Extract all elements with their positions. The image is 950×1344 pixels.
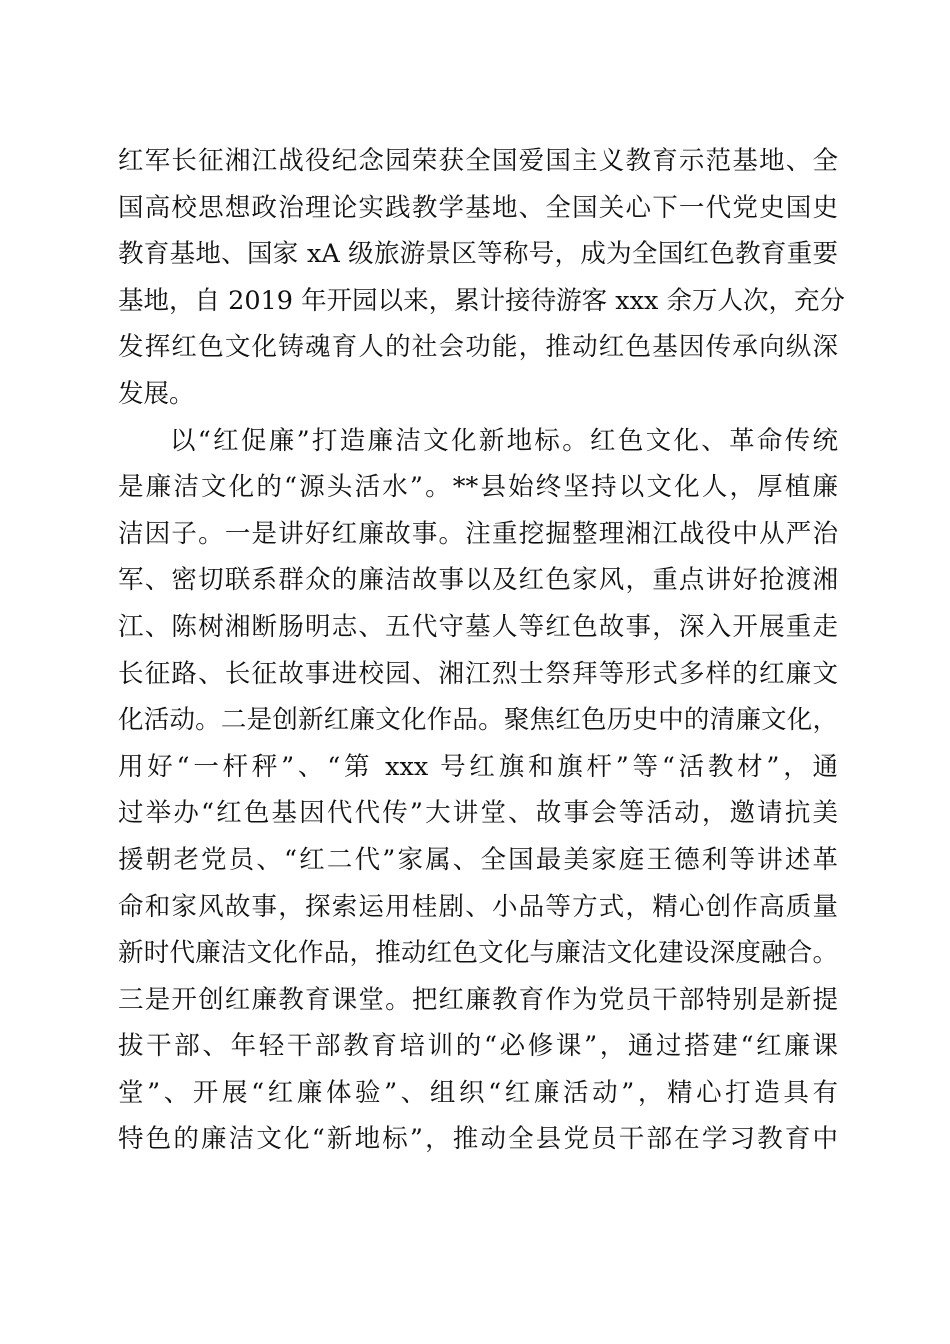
text-line: 用好“一杆秤”、“第 xxx 号红旗和旗杆”等“活教材”，通 xyxy=(118,751,838,782)
text-line: 特色的廉洁文化“新地标”，推动全县党员干部在学习教育中 xyxy=(118,1124,838,1155)
paragraph-2 xyxy=(118,418,838,1164)
text-line: 教育基地、国家 xA 级旅游景区等称号，成为全国红色教育重要 xyxy=(118,239,838,270)
text-line: 基地，自 2019 年开园以来，累计接待游客 xxx 余万人次，充分 xyxy=(118,285,845,316)
text-line: 新时代廉洁文化作品，推动红色文化与廉洁文化建设深度融合。 xyxy=(118,938,838,969)
text-line: 国高校思想政治理论实践教学基地、全国关心下一代党史国史 xyxy=(118,192,838,223)
text-line: 发展。 xyxy=(118,378,195,409)
text-line: 以“红促廉”打造廉洁文化新地标。红色文化、革命传统 xyxy=(170,425,838,456)
text-line: 化活动。二是创新红廉文化作品。聚焦红色历史中的清廉文化， xyxy=(118,705,838,736)
text-line: 是廉洁文化的“源头活水”。**县始终坚持以文化人，厚植廉 xyxy=(118,472,838,503)
text-line: 拔干部、年轻干部教育培训的“必修课”，通过搭建“红廉课 xyxy=(118,1031,838,1062)
text-line: 洁因子。一是讲好红廉故事。注重挖掘整理湘江战役中从严治 xyxy=(118,518,838,549)
text-line: 发挥红色文化铸魂育人的社会功能，推动红色基因传承向纵深 xyxy=(118,332,838,363)
text-line: 命和家风故事，探索运用桂剧、小品等方式，精心创作高质量 xyxy=(118,891,838,922)
document-body xyxy=(118,138,845,1163)
text-line: 军、密切联系群众的廉洁故事以及红色家风，重点讲好抢渡湘 xyxy=(118,565,838,596)
text-line: 援朝老党员、“红二代”家属、全国最美家庭王德利等讲述革 xyxy=(118,844,838,875)
text-line: 过举办“红色基因代代传”大讲堂、故事会等活动，邀请抗美 xyxy=(118,798,838,829)
text-line: 三是开创红廉教育课堂。把红廉教育作为党员干部特别是新提 xyxy=(118,984,838,1015)
text-line: 长征路、长征故事进校园、湘江烈士祭拜等形式多样的红廉文 xyxy=(118,658,838,689)
text-line: 红军长征湘江战役纪念园荣获全国爱国主义教育示范基地、全 xyxy=(118,146,838,176)
paragraph-1 xyxy=(118,138,845,418)
text-line: 堂”、开展“红廉体验”、组织“红廉活动”，精心打造具有 xyxy=(118,1077,838,1108)
text-line: 江、陈树湘断肠明志、五代守墓人等红色故事，深入开展重走 xyxy=(118,611,838,642)
